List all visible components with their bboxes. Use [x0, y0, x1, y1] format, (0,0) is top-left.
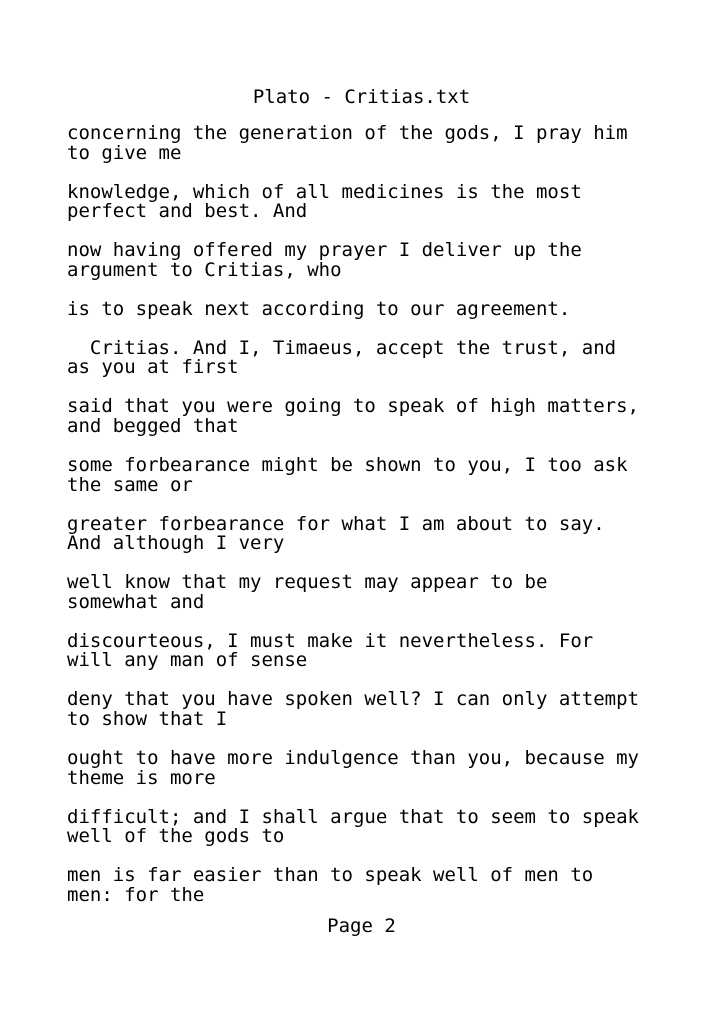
text-line: as you at first [67, 356, 239, 379]
text-line: well know that my request may appear to be [67, 571, 548, 594]
page-number: Page 2 [327, 915, 396, 937]
page-title: Plato - Critias.txt [252, 86, 471, 108]
paragraph [67, 336, 717, 379]
paragraph [67, 397, 717, 436]
text-line: And although I very [67, 532, 285, 555]
text-line: greater forbearance for what I am about to say. [67, 512, 605, 535]
text-line: theme is more [67, 766, 216, 789]
document-body [67, 124, 717, 925]
text-line: difficult; and I shall argue that to seem to speak [67, 805, 639, 828]
text-line: to show that I [67, 707, 228, 730]
text-line: deny that you have spoken well? I can only attempt [67, 688, 639, 711]
text-line: Critias. And I, Timaeus, accept the trust, and [67, 336, 617, 359]
paragraph [67, 573, 717, 612]
text-line: the same or [67, 473, 193, 496]
text-line: perfect and best. And [67, 200, 308, 223]
paragraph [67, 749, 717, 788]
paragraph [67, 297, 717, 320]
text-line: is to speak next according to our agreement. [67, 297, 571, 320]
text-line: argument to Critias, who [67, 258, 342, 281]
text-line: and begged that [67, 414, 239, 437]
text-line: will any man of sense [67, 649, 308, 672]
paragraph [67, 690, 717, 729]
paragraph [67, 512, 717, 555]
text-line: now having offered my prayer I deliver up the [67, 239, 582, 262]
paragraph [67, 124, 717, 163]
text-line: somewhat and [67, 590, 205, 613]
paragraph [67, 629, 717, 672]
text-line: knowledge, which of all medicines is the most [67, 180, 582, 203]
text-line: discourteous, I must make it nevertheless. For [67, 629, 594, 652]
text-line: some forbearance might be shown to you, I too ask [67, 454, 628, 477]
paragraph [67, 866, 717, 905]
text-line: men: for the [67, 883, 205, 906]
text-line: men is far easier than to speak well of men to [67, 864, 594, 887]
text-line: to give me [67, 141, 182, 164]
paragraph [67, 241, 717, 280]
text-line: said that you were going to speak of high matters, [67, 395, 639, 418]
text-line: ought to have more indulgence than you, because my [67, 747, 639, 770]
text-line: well of the gods to [67, 825, 285, 848]
paragraph [67, 805, 717, 848]
paragraph [67, 180, 717, 223]
text-line: concerning the generation of the gods, I pray him [67, 122, 628, 144]
paragraph [67, 456, 717, 495]
